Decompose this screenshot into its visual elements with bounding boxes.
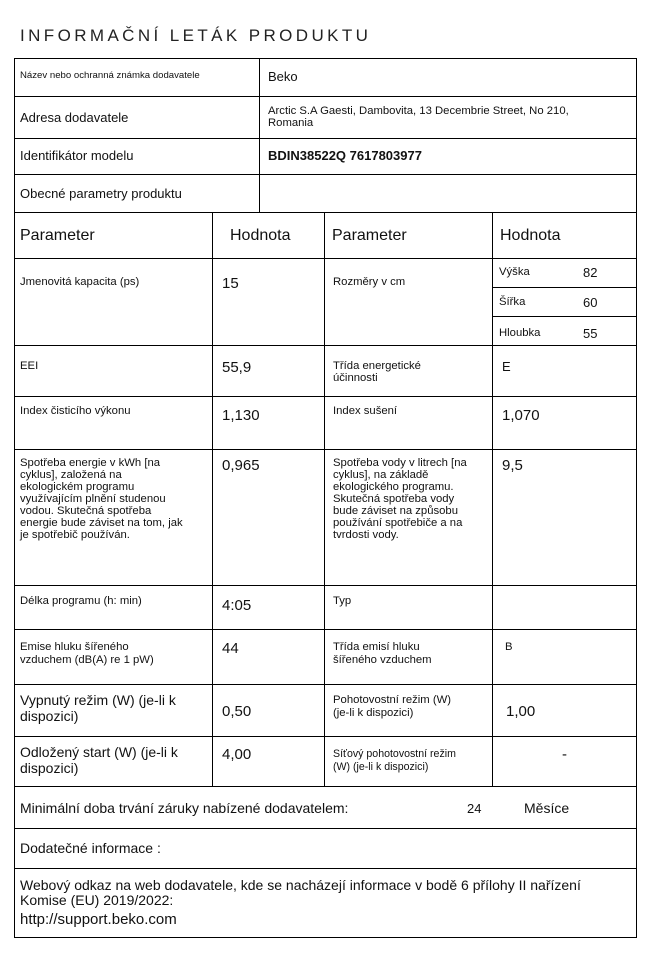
delayed-start-label: Odložený start (W) (je-li k [20,744,178,760]
row-divider [14,828,637,829]
header-value-right: Hodnota [500,227,561,244]
row-divider [14,138,637,139]
supplier-address-line1: Arctic S.A Gaesti, Dambovita, 13 Decembrie Street, No 210, [268,105,569,117]
dimension-divider [492,287,637,288]
width-value: 60 [583,295,598,310]
capacity-label: Jmenovitá kapacita (ps) [20,276,140,288]
column-divider [324,212,325,786]
warranty-value: 24 [467,801,482,816]
off-mode-label: Vypnutý režim (W) (je-li k [20,692,176,708]
capacity-value: 15 [222,275,239,292]
height-value: 82 [583,265,598,280]
drying-index-label: Index sušení [333,405,398,417]
supplier-web-link[interactable]: http://support.beko.com [20,911,177,928]
row-divider [14,449,637,450]
network-standby-label: (W) (je-li k dispozici) [333,761,429,773]
standby-mode-value: 1,00 [506,703,536,720]
energy-consumption-label: Spotřeba energie v kWh [na cyklus], založená na ekologickém programu využívajícím plnění studenou vodou. Skutečná spotřeba energie bude záviset na tom, jak je spotřebič používán. [20,457,183,541]
web-link-text: Komise (EU) 2019/2022: [20,892,174,908]
program-duration-label: Délka programu (h: min) [20,595,142,607]
additional-info-label: Dodatečné informace : [20,840,161,856]
water-consumption-label: Spotřeba vody v litrech [na cyklus], na základě ekologického programu. Skutečná spotřeba vody bude záviset na způsobu používání spotřebiče a na tvrdosti vody. [333,457,467,541]
eei-label: EEI [20,360,39,372]
column-divider [259,58,260,212]
row-divider [14,786,637,787]
height-label: Výška [499,266,530,278]
supplier-address-line2: Romania [268,117,314,129]
noise-emission-label: vzduchem (dB(A) re 1 pW) [20,654,154,666]
standby-mode-label: Pohotovostní režim (W) [333,694,452,706]
supplier-name-label: Název nebo ochranná známka dodavatele [20,70,200,81]
row-divider [14,212,637,213]
noise-class-value: B [505,641,513,653]
type-label: Typ [333,595,352,607]
cleaning-index-value: 1,130 [222,407,260,424]
row-divider [14,585,637,586]
drying-index-value: 1,070 [502,407,540,424]
column-divider [492,212,493,786]
eei-value: 55,9 [222,359,252,376]
row-divider [14,174,637,175]
cleaning-index-label: Index čisticího výkonu [20,405,131,417]
page-title: INFORMAČNÍ LETÁK PRODUKTU [20,26,372,45]
noise-emission-label: Emise hluku šířeného [20,641,129,653]
energy-consumption-value: 0,965 [222,457,260,474]
model-label: Identifikátor modelu [20,148,134,163]
standby-mode-label: (je-li k dispozici) [333,707,414,719]
header-value-left: Hodnota [230,227,291,244]
delayed-start-value: 4,00 [222,746,252,763]
water-consumption-value: 9,5 [502,457,523,474]
dimensions-label: Rozměry v cm [333,276,406,288]
warranty-label: Minimální doba trvání záruky nabízené dodavatelem: [20,800,349,816]
header-parameter-right: Parameter [332,227,407,244]
network-standby-value: - [562,746,567,763]
row-divider [14,258,637,259]
depth-label: Hloubka [499,327,541,339]
network-standby-label: Síťový pohotovostní režim [333,748,456,760]
depth-value: 55 [583,326,598,341]
energy-class-label: účinnosti [333,372,378,384]
general-parameters-label: Obecné parametry produktu [20,186,182,201]
energy-class-value: E [502,359,511,374]
row-divider [14,345,637,346]
program-duration-value: 4:05 [222,597,252,614]
noise-class-label: šířeného vzduchem [333,654,432,666]
column-divider [212,212,213,786]
row-divider [14,684,637,685]
energy-class-label: Třída energetické [333,360,421,372]
off-mode-value: 0,50 [222,703,252,720]
dimension-divider [492,316,637,317]
web-link-text: Webový odkaz na web dodavatele, kde se nacházejí informace v bodě 6 přílohy II nařízení [20,877,581,893]
off-mode-label: dispozici) [20,708,79,724]
delayed-start-label: dispozici) [20,760,79,776]
width-label: Šířka [499,296,526,308]
supplier-name-value: Beko [268,69,298,84]
row-divider [14,629,637,630]
row-divider [14,96,637,97]
model-value: BDIN38522Q 7617803977 [268,148,422,163]
row-divider [14,736,637,737]
row-divider [14,868,637,869]
header-parameter-left: Parameter [20,227,95,244]
noise-emission-value: 44 [222,640,239,657]
supplier-address-label: Adresa dodavatele [20,110,129,125]
noise-class-label: Třída emisí hluku [333,641,420,653]
warranty-unit: Měsíce [524,800,570,816]
row-divider [14,396,637,397]
